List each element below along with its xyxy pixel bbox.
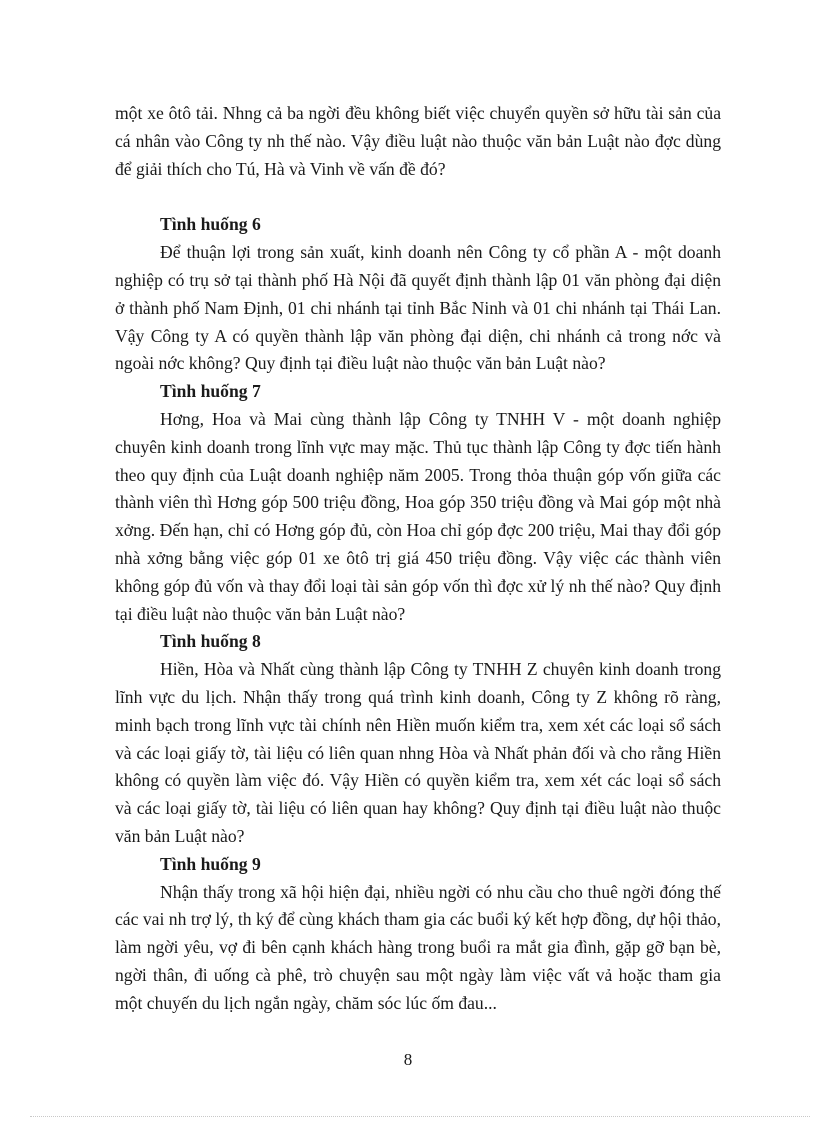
page-bottom-divider xyxy=(30,1116,810,1117)
section-body-7: Hơng, Hoa và Mai cùng thành lập Công ty TNHH V - một doanh nghiệp chuyên kinh doanh trong lĩnh vực may mặc. Thủ tục thành lập Công ty đợc tiến hành theo quy định của Luật doanh nghiệp năm 2005. Trong thỏa thuận góp vốn giữa các thành viên thì Hơng góp 500 triệu đồng, Hoa góp 350 triệu đồng và Mai góp một nhà xởng. Đến hạn, chỉ có Hơng góp đủ, còn Hoa chỉ góp đợc 200 triệu, Mai thay đổi góp nhà xởng bằng việc góp 01 xe ôtô trị giá 450 triệu đồng. Vậy việc các thành viên không góp đủ vốn và thay đổi loại tài sản góp vốn thì đợc xử lý nh thế nào? Quy định tại điều luật nào thuộc văn bản Luật nào? xyxy=(115,408,721,624)
section-body-8: Hiền, Hòa và Nhất cùng thành lập Công ty TNHH Z chuyên kinh doanh trong lĩnh vực du lịch. Nhận thấy trong quá trình kinh doanh, Công ty Z không rõ ràng, minh bạch trong lĩnh vực tài chính nên Hiền muốn kiểm tra, xem xét các loại sổ sách và các loại giấy tờ, tài liệu có liên quan nhng Hòa và Nhất phản đối và cho rằng Hiền không có quyền làm việc đó. Vậy Hiền có quyền kiểm tra, xem xét các loại sổ sách và các loại giấy tờ, tài liệu có liên quan hay không? Quy định tại điều luật nào thuộc văn bản Luật nào? xyxy=(115,659,721,846)
section-heading-8: Tình huống 8 xyxy=(160,631,261,652)
page-number: 8 xyxy=(403,1050,413,1069)
section-heading-6: Tình huống 6 xyxy=(160,214,261,235)
section-heading-7: Tình huống 7 xyxy=(160,381,261,402)
section-heading-9: Tình huống 9 xyxy=(160,853,261,874)
intro-paragraph: một xe ôtô tải. Nhng cả ba ngời đều không biết việc chuyển quyền sở hữu tài sản của cá nhân vào Công ty nh thế nào. Vậy điều luật nào thuộc văn bản Luật nào đợc dùng để giải thích cho Tú, Hà và Vinh về vấn đề đó? xyxy=(115,103,721,179)
page-body xyxy=(115,100,721,1018)
section-body-6: Để thuận lợi trong sản xuất, kinh doanh nên Công ty cổ phần A - một doanh nghiệp có trụ sở tại thành phố Hà Nội đã quyết định thành lập 01 văn phòng đại diện ở thành phố Nam Định, 01 chi nhánh tại tỉnh Bắc Ninh và 01 chi nhánh tại Thái Lan. Vậy Công ty A có quyền thành lập văn phòng đại diện, chi nhánh cả trong nớc và ngoài nớc không? Quy định tại điều luật nào thuộc văn bản Luật nào? xyxy=(115,242,721,374)
section-body-9: Nhận thấy trong xã hội hiện đại, nhiều ngời có nhu cầu cho thuê ngời đóng thế các vai nh trợ lý, th ký để cùng khách tham gia các buổi ký kết hợp đồng, dự hội thảo, làm ngời yêu, vợ đi bên cạnh khách hàng trong buổi ra mắt gia đình, gặp gỡ bạn bè, ngời thân, đi uống cà phê, trò chuyện sau một ngày làm việc vất vả hoặc tham gia một chuyến du lịch ngắn ngày, chăm sóc lúc ốm đau... xyxy=(115,881,721,1013)
